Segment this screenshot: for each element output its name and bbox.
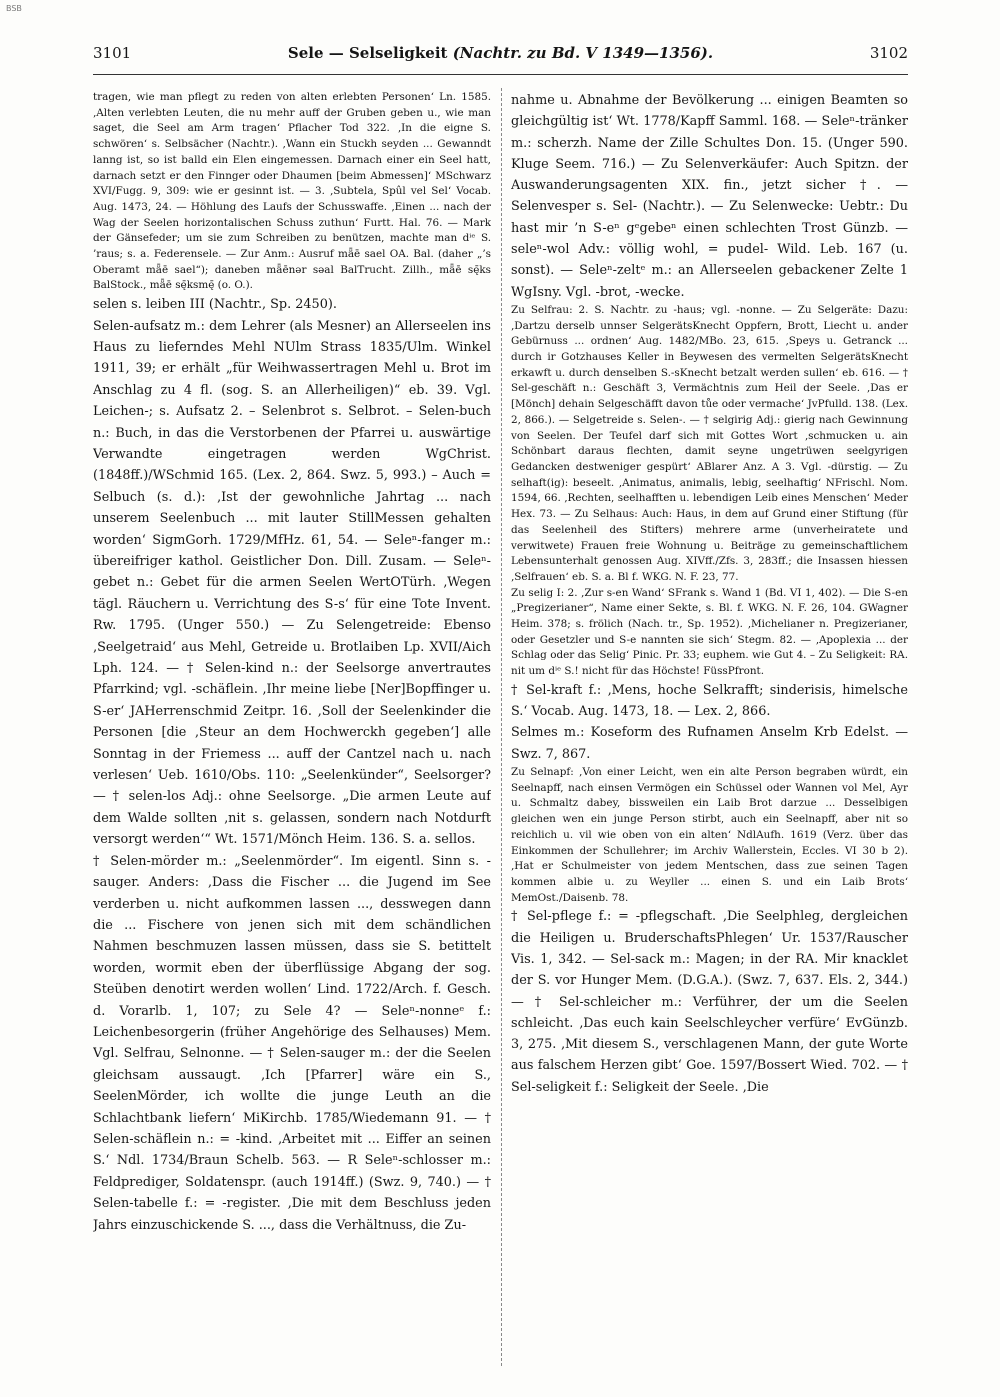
right-column — [511, 90, 908, 1098]
running-title-main: Sele — Selseligkeit — [287, 44, 448, 62]
paragraph: Selen-aufsatz m.: dem Lehrer (als Mesner) an Allerseelen ins Haus zu lieferndes Mehl NUlm Strass 1835/Ulm. Winkel 1911, 39; er erhält „für Weihwassertragen Mehl u. Brot im Anschlag zu 4 fl. (sog. S. an Allerheiligen)“ eb. 39. Vgl. Leichen-; s. Aufsatz 2. – Selenbrot s. Selbrot. – Selen-buch n.: Buch, in das die Verstorbenen der Pfarrei u. auswärtige Verwandte eingetragen werden WgChrist. (1848ff.)/WSchmid 165. (Lex. 2, 864. Swz. 5, 993.) – Auch = Selbuch (s. d.): ‚Ist der gewohnliche Jahrtag ... nach unserem Seelenbuch ... mit lauter StillMessen gehalten worden‘ SigmGorh. 1729/MfHz. 61, 54. — Seleⁿ-fanger m.: übereifriger kathol. Geistlicher Don. Dill. Zusam. — Seleⁿ-gebet n.: Gebet für die armen Seelen WertOTürh. ‚Wegen tägl. Räuchern u. Verrichtung des S-s‘ für eine Tote Invent. Rw. 1795. (Unger 550.) — Zu Selengetreide: Ebenso ‚Seelgetraid‘ aus Mehl, Getreide u. Brotlaiben Lp. XVII/Aich Lph. 124. — † Selen-kind n.: der Seelsorge anvertrautes Pfarrkind; vgl. -schäflein. ‚Ihr meine liebe [Ner]Bopffinger u. S-er‘ JAHerrenschmid Zeitpr. 16. ‚Soll der Seelenkinder die Personen [die ‚Steur an dem Hochwerckh gegeben‘] alle Sonntag in der Friemess ... auff der Cantzel nach u. nach verlesen‘ Ueb. 1610/Obs. 110: „Seelenkünder“, Seelsorger? — † selen-los Adj.: ohne Seelsorge. „Die armen Leute auf dem Walde sollten ‚nit s. gelassen, sondern nach Notdurft versorgt werden‘“ Wt. 1571/Mönch Heim. 136. S. a. sellos. — [93, 318, 491, 848]
paragraph: † Selen-mörder m.: „Seelenmörder“. Im eigentl. Sinn s. -sauger. Anders: ‚Dass die Fischer ... die Jugend im See verderben u. nicht aufkommen lassen ..., desswegen dann die ... Fischere von jenen sich mit dem schändlichen Nahmen beschmuzen lassen müssen, dass sie S. betittelt worden, wormit eben der überflüssige Abgang der sog. Steüben denotirt werden wollen‘ Lind. 1722/Arch. f. Gesch. d. Vorarlb. 1, 107; zu Sele 4? — Seleⁿ-nonneᵉ f.: Leichenbesorgerin (früher Angehörige des Selhauses) Mem. Vgl. Selfrau, Selnonne. — † Selen-sauger m.: der die Seelen gleichsam aussaugt. ‚Ich [Pfarrer] wäre ein S., SeelenMörder, ich wollte die junge Leuth an die Schlachtbank liefern‘ MiKirchb. 1785/Wiedemann 91. — † Selen-schäflein n.: = -kind. ‚Arbeitet mit ... Eiffer an seinen S.‘ Ndl. 1734/Braun Schelb. 563. — R Seleⁿ-schlosser m.: Feldprediger, Soldatenspr. (auch 1914ff.) (Swz. 9, 740.) — † Selen-tabelle f.: = -register. ‚Die mit dem Beschluss jeden Jahrs einzuschickende S. ..., dass die Verhältnuss, die Zu- — [93, 853, 491, 1233]
running-title — [93, 44, 908, 62]
paragraph: Selmes m.: Koseform des Rufnamen Anselm Krb Edelst. — Swz. 7, 867. — [511, 725, 908, 762]
left-page-number: 3101 — [93, 44, 132, 62]
paragraph: nahme u. Abnahme der Bevölkerung ... einigen Beamten so gleichgültig ist‘ Wt. 1778/Kapff Samml. 168. — Seleⁿ-tränker m.: scherzh. Name der Zille Schultes Don. 15. (Unger 590. Kluge Seem. 716.) — Zu Selenverkäufer: Auch Spitzn. der Auswanderungsagenten XIX. fin., jetzt sicher †. — Selenvesper s. Sel- (Nachtr.). — Zu Selenwecke: Uebtr.: Du hast mir ’n S-eⁿ gᵉgebeⁿ einen schlechten Trost Günzb. — seleⁿ-wol Adv.: völlig wohl, = pudel- Wild. Leb. 167 (u. sonst). — Seleⁿ-zeltᵉ m.: an Allerseelen gebackener Zelte 1 WgIsny. Vgl. -brot, -wecke. — [511, 93, 908, 300]
running-title-note: (Nachtr. zu Bd. V 1349—1356). — [452, 44, 714, 62]
column-divider — [501, 88, 502, 1366]
paragraph: Zu Selnapf: ‚Von einer Leicht, wen ein alte Person begraben würdt, ein Seelnapff, nach einsen Vermögen ein Schüssel oder Wannen vol Mel, Ayr u. Schmaltz dabey, bissweilen ein Laib Brot darzue ... Desselbigen gleichen wen ein junge Person stirbt, auch ein Seelnapff, aber nit so reichlich u. vil wie oben von ein alten‘ NdlAufh. 1619 (Verz. über das Einkommen der Schullehrer; im Archiv Wallerstein, Eccles. VI 30 b 2). ‚Hat er Schulmeister von jedem Mentschen, dass zue seinen Tagen kommen albie u. zu Weyller ... einen S. und ein Laib Brots‘ MemOst./Daisenb. 78. — [511, 766, 908, 904]
paragraph: selen s. leiben III (Nachtr., Sp. 2450). — [93, 297, 337, 313]
paragraph: † Sel-kraft f.: ‚Mens, hoche Selkrafft; sinderisis, himelsche S.‘ Vocab. Aug. 1473, 18. — Lex. 2, 866. — [511, 682, 908, 720]
library-mark: BSB — [6, 4, 22, 13]
page-header — [93, 44, 908, 70]
header-rule — [93, 74, 908, 75]
paragraph: tragen, wie man pflegt zu reden von alten erlebten Personen‘ Ln. 1585. ‚Alten verlebten Leuten, die nu mehr auff der Gruben geben u., wie man saget, die Seel am Arm tragen‘ Pflacher Tod 322. ‚In die eigne S. schwören‘ s. Selbsächer (Nachtr.). ‚Wann ein Stuckh seyden ... Gewanndt lanng ist, so ist balld ein Elen eingemessen. Darnach einer ein Seel hatt, darnach setzt er den Finnger oder Dhaumen [beim Abmessen]‘ MSchwarz XVI/Fugg. 9, 309: wie er gesinnt ist. — 3. ‚Subtela, Spûl vel Sel‘ Vocab. Aug. 1473, 24. — Höhlung des Laufs der Schusswaffe. ‚Einen ... nach der Wag der Seelen horizontalischen Schuss zuthun‘ Furtt. Hal. 76. — Mark der Gänsefeder; um sie zum Schreiben zu benützen, machte man dⁱᵉ S. ’raus; s. a. Federensele. — Zur Anm.: Ausruf mǟē sael OA. Bal. (daher „’s Oberamt mǟē sael“); daneben mǟēnər səal BalTrucht. Zillh., mǟē sę̄ks BalStock., mǟē sę̄ksmę̄ (o. O.). — [93, 91, 491, 292]
paragraph: † Sel-pflege f.: = -pflegschaft. ‚Die Seelphleg, dergleichen die Heiligen u. BruderschaftsPhlegen‘ Ur. 1537/Rauscher Vis. 1, 342. — Sel-sack m.: Magen; in der RA. Mir knacklet der S. vor Hunger Mem. (D.G.A.). (Swz. 7, 637. Els. 2, 344.) — † Sel-schleicher m.: Verführer, der um die Seelen schleicht. ‚Das euch kain Seelschleycher verfüre‘ EvGünzb. 3, 275. ‚Mit diesem S., verschlagenen Mann, der gute Worte aus falschem Herzen gibt‘ Goe. 1597/Bossert Wied. 702. — † Sel-seligkeit f.: Seligkeit der Seele. ‚Die — [511, 909, 908, 1095]
right-page-number: 3102 — [869, 44, 908, 62]
paragraph: Zu selig I: 2. ‚Zur s-en Wand‘ SFrank s. Wand 1 (Bd. VI 1, 402). — Die S-en „Pregizerianer“, Name einer Sekte, s. Bl. f. WKG. N. F. 26, 104. GWagner Heim. 378; s. frölich (Nach. tr., Sp. 1952). ‚Michelianer n. Pregizerianer, oder Gesetzler und S-e nannten sie sich‘ Stegm. 82. — ‚Apoplexia ... der Schlag oder das Selig‘ Pinic. Pr. 33; euphem. wie Gut 4. – Zu Seligkeit: RA. nit um dⁱᵉ S.! nicht für das Höchste! FüssPfront. — [511, 586, 908, 678]
left-column — [93, 90, 491, 1236]
paragraph: Zu Selfrau: 2. S. Nachtr. zu -haus; vgl. -nonne. — Zu Selgeräte: Dazu: ‚Dartzu derselb unnser SelgerätsKnecht Oppfern, Brott, Liecht u. ander Gebürnuss ... ordnen‘ Aug. 1482/MBo. 23, 615. ‚Speys u. Getranck ... durch ir Gotzhauses Keller in Beywesen des vermelten SelgerätsKnecht erkawft u. durch denselben S.-sKnecht betzalt werden sullen‘ eb. 616. — † Sel-geschäft n.: Geschäft 3, Vermächtnis zum Heil der Seele. ‚Das er [Mönch] dehain Selgeschäfft davon tůe oder vermache‘ JvPfulld. 138. (Lex. 2, 866.). — Selgetreide s. Selen-. — † selgirig Adj.: gierig nach Gewinnung von Seelen. Der Teufel darf sich mit Gottes Wort ‚schmucken u. ain Schönbart daraus flechten, damit seyne ungetrüwen seelgyrigen Gedancken destweniger gespürt‘ ABlarer Anz. A 3. Vgl. -dürstig. — Zu selhaft(ig): beseelt. ‚Animatus, animalis, lebig, seelhaftig‘ NFrischl. Nom. 1594, 66. ‚Rechten, seelhafften u. lebendigen Leib eines Menschen‘ Meder Hex. 73. — Zu Selhaus: Auch: Haus, in dem auf Grund einer Stiftung (für das Seelenheil des Stifters) mehrere arme (unverheiratete und verwitwete) Frauen freie Wohnung u. Beiträge zu gemeinschaftlichem Lebensunterhalt genossen Aug. XIVff./Zfs. 3, 283ff.; die Insassen hiessen ‚Selfrauen‘ eb. S. a. Bl f. WKG. N. F. 23, 77. — [511, 303, 908, 583]
